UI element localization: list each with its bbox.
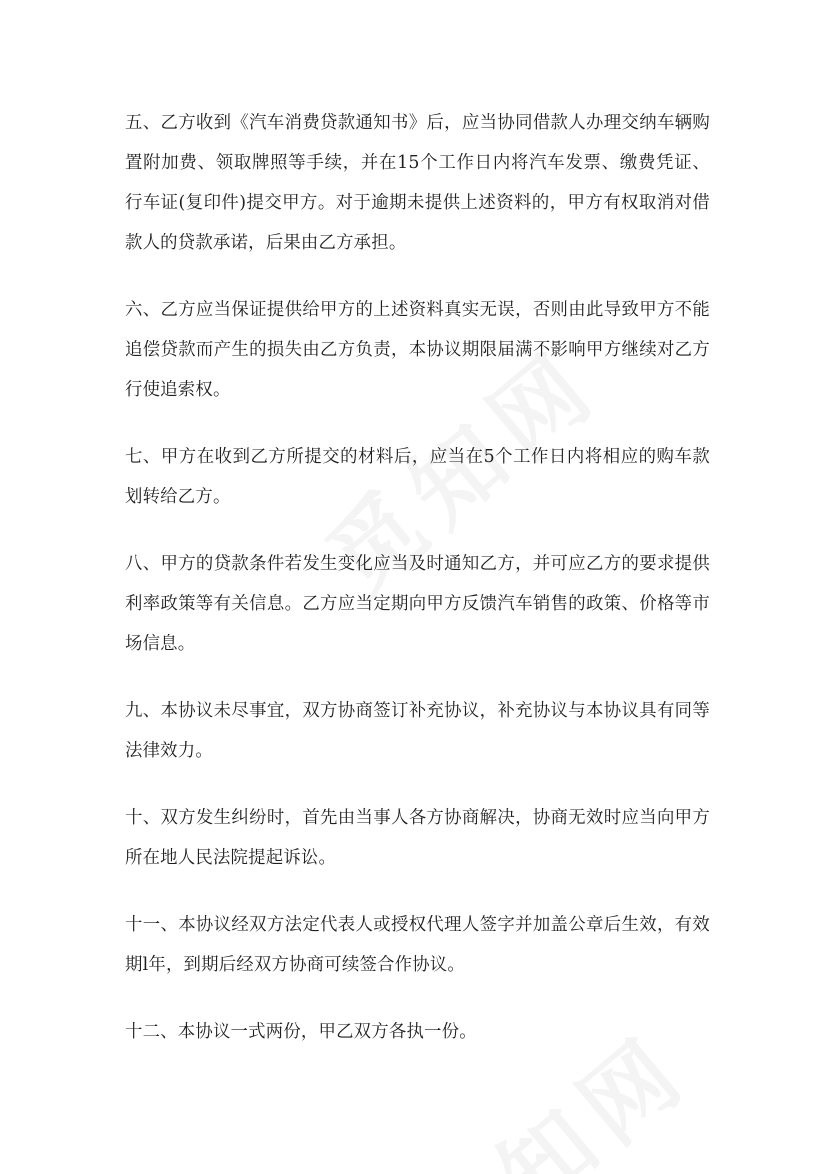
document-body	[125, 103, 710, 1079]
clause-11: 十一、本协议经双方法定代表人或授权代理人签字并加盖公章后生效，有效期l年，到期后经双方协商可续签合作协议。	[125, 915, 710, 975]
clause-5: 五、乙方收到《汽车消费贷款通知书》后，应当协同借款人办理交纳车辆购置附加费、领取牌照等手续，并在15个工作日内将汽车发票、缴费凭证、行车证(复印件)提交甲方。对于逾期未提供上述资料的，甲方有权取消对借款人的贷款承诺，后果由乙方承担。	[125, 113, 710, 253]
clause-6: 六、乙方应当保证提供给甲方的上述资料真实无误，否则由此导致甲方不能追偿贷款而产生的损失由乙方负责，本协议期限届满不影响甲方继续对乙方行使追索权。	[125, 300, 710, 400]
clause-9: 九、本协议未尽事宜，双方协商签订补充协议，补充协议与本协议具有同等法律效力。	[125, 701, 710, 761]
clause-7: 七、甲方在收到乙方所提交的材料后，应当在5个工作日内将相应的购车款划转给乙方。	[125, 447, 710, 507]
clause-12: 十二、本协议一式两份，甲乙双方各执一份。	[125, 1022, 477, 1042]
clause-10: 十、双方发生纠纷时，首先由当事人各方协商解决，协商无效时应当向甲方所在地人民法院提起诉讼。	[125, 808, 710, 868]
clause-8: 八、甲方的贷款条件若发生变化应当及时通知乙方，并可应乙方的要求提供利率政策等有关信息。乙方应当定期向甲方反馈汽车销售的政策、价格等市场信息。	[125, 554, 710, 654]
